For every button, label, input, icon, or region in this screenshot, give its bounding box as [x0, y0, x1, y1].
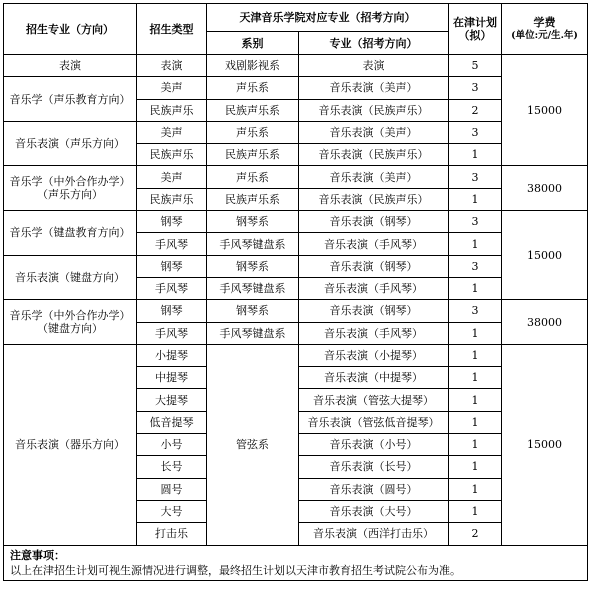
- group-kb-coop: 音乐学（中外合作办学）（键盘方向）: [4, 300, 137, 345]
- table-row: [4, 166, 588, 188]
- cell-type: 手风琴: [137, 233, 207, 255]
- cell-plan: 1: [449, 277, 502, 299]
- fee-cell: 15000: [502, 211, 588, 300]
- cell-spec: 音乐表演（美声）: [299, 121, 449, 143]
- cell-spec: 音乐表演（中提琴）: [299, 367, 449, 389]
- cell-type: 打击乐: [137, 523, 207, 545]
- cell-type: 美声: [137, 166, 207, 188]
- cell-plan: 3: [449, 166, 502, 188]
- cell-dept: 声乐系: [207, 77, 299, 99]
- cell-spec: 音乐表演（大号）: [299, 500, 449, 522]
- notes-cell: [4, 545, 588, 580]
- enrollment-plan-table: [3, 3, 588, 581]
- cell-plan: 1: [449, 322, 502, 344]
- cell-type: 钢琴: [137, 255, 207, 277]
- table-row: [4, 300, 588, 322]
- header-spec: 专业（招考方向）: [299, 32, 449, 55]
- cell-spec: 音乐表演（西洋打击乐）: [299, 523, 449, 545]
- cell-type: 手风琴: [137, 277, 207, 299]
- cell-spec: 音乐表演（长号）: [299, 456, 449, 478]
- cell-plan: 1: [449, 389, 502, 411]
- cell-type: 民族声乐: [137, 144, 207, 166]
- cell-type: 手风琴: [137, 322, 207, 344]
- table-row: [4, 344, 588, 366]
- cell-plan: 2: [449, 523, 502, 545]
- notes-title: 注意事项：: [10, 548, 65, 562]
- table-row: [4, 255, 588, 277]
- cell-spec: 音乐表演（圆号）: [299, 478, 449, 500]
- cell-spec: 音乐表演（小号）: [299, 434, 449, 456]
- cell-type: 大号: [137, 500, 207, 522]
- cell-dept: 声乐系: [207, 121, 299, 143]
- cell-type: 中提琴: [137, 367, 207, 389]
- cell-spec: 音乐表演（手风琴）: [299, 322, 449, 344]
- cell-spec: 音乐表演（美声）: [299, 166, 449, 188]
- header-fee-unit: (单位:元/生.年): [511, 30, 578, 41]
- fee-cell: 15000: [502, 55, 588, 166]
- cell-spec: 音乐表演（管弦大提琴）: [299, 389, 449, 411]
- cell-type: 小提琴: [137, 344, 207, 366]
- group-vocal-edu: 音乐学（声乐教育方向）: [4, 77, 137, 122]
- notes-text: 以上在津招生计划可视生源情况进行调整，最终招生计划以天津市教育招生考试院公布为准。: [10, 563, 461, 577]
- cell-type: 低音提琴: [137, 411, 207, 433]
- fee-cell: 38000: [502, 300, 588, 345]
- cell-spec: 音乐表演（民族声乐）: [299, 99, 449, 121]
- cell-spec: 音乐表演（钢琴）: [299, 211, 449, 233]
- cell-type: 美声: [137, 77, 207, 99]
- cell-type: 美声: [137, 121, 207, 143]
- cell-spec: 音乐表演（民族声乐）: [299, 188, 449, 210]
- table-row: [4, 55, 588, 77]
- cell-plan: 1: [449, 456, 502, 478]
- table-row: [4, 211, 588, 233]
- cell-spec: 音乐表演（小提琴）: [299, 344, 449, 366]
- cell-type: 钢琴: [137, 211, 207, 233]
- cell-spec: 表演: [299, 55, 449, 77]
- group-orch: 音乐表演（器乐方向）: [4, 344, 137, 545]
- cell-plan: 3: [449, 211, 502, 233]
- group-biaoyan: 表演: [4, 55, 137, 77]
- cell-plan: 1: [449, 144, 502, 166]
- cell-type: 大提琴: [137, 389, 207, 411]
- cell-plan: 1: [449, 434, 502, 456]
- cell-plan: 1: [449, 188, 502, 210]
- cell-plan: 1: [449, 478, 502, 500]
- group-kb-perf: 音乐表演（键盘方向）: [4, 255, 137, 300]
- fee-cell: 38000: [502, 166, 588, 211]
- cell-plan: 1: [449, 411, 502, 433]
- notes-row: [4, 545, 588, 580]
- header-tianjin-group: 天津音乐学院对应专业（招考方向）: [207, 4, 449, 32]
- cell-plan: 1: [449, 233, 502, 255]
- cell-dept: 钢琴系: [207, 211, 299, 233]
- cell-spec: 音乐表演（管弦低音提琴）: [299, 411, 449, 433]
- table-row: [4, 77, 588, 99]
- cell-spec: 音乐表演（美声）: [299, 77, 449, 99]
- cell-dept: 钢琴系: [207, 300, 299, 322]
- header-major: 招生专业（方向）: [4, 4, 137, 55]
- cell-dept: 民族声乐系: [207, 188, 299, 210]
- cell-type: 民族声乐: [137, 188, 207, 210]
- cell-type: 小号: [137, 434, 207, 456]
- fee-cell: 15000: [502, 344, 588, 545]
- group-vocal-coop: 音乐学（中外合作办学）（声乐方向）: [4, 166, 137, 211]
- cell-plan: 1: [449, 500, 502, 522]
- group-kb-edu: 音乐学（键盘教育方向）: [4, 211, 137, 256]
- cell-dept: 声乐系: [207, 166, 299, 188]
- cell-plan: 3: [449, 121, 502, 143]
- header-fee: [502, 4, 588, 55]
- cell-plan: 3: [449, 77, 502, 99]
- cell-dept: 钢琴系: [207, 255, 299, 277]
- header-dept: 系别: [207, 32, 299, 55]
- cell-dept: 手风琴键盘系: [207, 233, 299, 255]
- header-fee-label: 学费: [533, 16, 556, 29]
- orch-dept-cell: 管弦系: [207, 344, 299, 545]
- table-row: [4, 121, 588, 143]
- cell-type: 圆号: [137, 478, 207, 500]
- cell-spec: 音乐表演（手风琴）: [299, 277, 449, 299]
- cell-dept: 民族声乐系: [207, 144, 299, 166]
- cell-spec: 音乐表演（民族声乐）: [299, 144, 449, 166]
- cell-spec: 音乐表演（手风琴）: [299, 233, 449, 255]
- cell-plan: 3: [449, 255, 502, 277]
- cell-dept: 手风琴键盘系: [207, 322, 299, 344]
- cell-plan: 1: [449, 344, 502, 366]
- cell-dept: 戏剧影视系: [207, 55, 299, 77]
- cell-type: 钢琴: [137, 300, 207, 322]
- cell-type: 表演: [137, 55, 207, 77]
- cell-spec: 音乐表演（钢琴）: [299, 255, 449, 277]
- cell-spec: 音乐表演（钢琴）: [299, 300, 449, 322]
- cell-plan: 2: [449, 99, 502, 121]
- cell-type: 长号: [137, 456, 207, 478]
- cell-type: 民族声乐: [137, 99, 207, 121]
- cell-dept: 手风琴键盘系: [207, 277, 299, 299]
- group-vocal-perf: 音乐表演（声乐方向）: [4, 121, 137, 166]
- cell-plan: 3: [449, 300, 502, 322]
- cell-plan: 5: [449, 55, 502, 77]
- header-plan: 在津计划（拟）: [449, 4, 502, 55]
- cell-dept: 民族声乐系: [207, 99, 299, 121]
- cell-plan: 1: [449, 367, 502, 389]
- header-type: 招生类型: [137, 4, 207, 55]
